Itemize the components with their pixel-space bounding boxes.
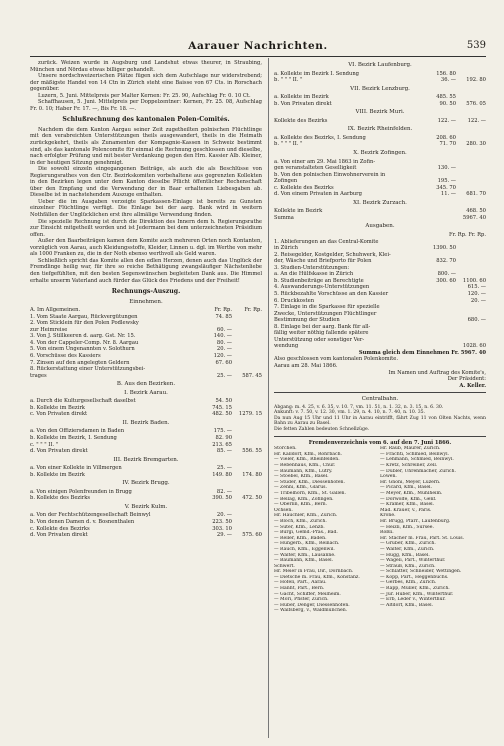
district-heading: VII. Bezirk Lenzburg. <box>350 85 410 92</box>
row-label: a. Kollekte des Bezirks, I. Sendung <box>274 134 366 141</box>
row-amount: 67. 60 <box>215 359 232 366</box>
row-amount: 80. — <box>216 339 232 346</box>
row-amount: 482. 50 <box>212 411 232 418</box>
page-number: 539 <box>466 40 486 51</box>
row-total: 472. 50 <box>242 495 262 502</box>
visitor-entry: — Lehmann, Schmied, Beinwyl. <box>380 457 454 463</box>
visitor-entry: — Studer, Kfm., Diessenhofen. <box>274 479 345 485</box>
row-label: c. Von Privaten direkt <box>30 411 88 418</box>
row-amount: 300. 60 <box>436 277 456 284</box>
row-label: b. Von den polnischen Einwohnerverein in <box>274 171 386 178</box>
row-amount: 156. 80 <box>436 70 456 77</box>
visitor-entry: — Zenni, Kfm., Glarus. <box>274 485 327 491</box>
row-label: 1. Vom Staate Aargau, Rückvergütungen <box>30 313 138 320</box>
district-heading: I. Bezirk Aarau. <box>124 389 168 396</box>
row-total: 1279. 15 <box>238 411 262 418</box>
district-row <box>30 411 262 418</box>
row-amount: 120. — <box>213 352 232 359</box>
visitor-entry: — Walter, Kfm., Zürich. <box>380 546 435 552</box>
visitor-entry: — Rauch, Kfm., Eggenwil. <box>274 546 335 552</box>
row-label: b. Kollekte des Bezirks <box>30 495 91 502</box>
visitor-entry: Schwert. <box>274 563 295 569</box>
row-label: Zwecke, Unterstützungen Flüchtlinger <box>274 310 377 317</box>
row-label: Kollekte des Bezirks <box>274 117 328 124</box>
row-label: 1. Ablieferungen an das Central-Komite <box>274 238 379 245</box>
row-amount: 82. 90 <box>215 434 232 441</box>
timetable-title: Centralbahn. <box>361 396 399 403</box>
left-column <box>30 60 262 539</box>
row-label: gen veranstalteten Geselligkeit <box>274 165 357 172</box>
intro-paragraph: zurück. Weizen wurde in Augsburg und Landshut etwas theurer, in Straubing, München und Nördau etwas billiger gehandelt. <box>30 60 262 73</box>
row-label: 2. Vom Sticklein für den Polen Podlewsky <box>30 320 139 327</box>
row-total: 122. — <box>467 117 486 124</box>
visitor-entry: — Suter, Kfm., Lenzb. <box>274 524 325 530</box>
row-label: 4. Auswanderungs-Unterstützungen <box>274 284 370 291</box>
row-label: 8. Rückerstattung einer Unterstützungsbei- <box>30 366 146 373</box>
row-label: b. Von Privaten direkt <box>274 100 332 107</box>
visitor-entry: — Picard, Kfm., Basel. <box>380 485 432 491</box>
row-label: 6. Druckkosten <box>274 297 315 304</box>
row-total: 587. 45 <box>242 372 262 379</box>
intro-paragraph: Unsere nordschweizerischen Plätze fügen sich dem Aufschlage nur widerstrebend; der mäßigste Handel von 14 Ctn in Zürich steht eine Baisse von 67 Cts. in Rorschach gegenüber. <box>30 73 262 93</box>
row-amount: 1390. 50 <box>432 245 456 252</box>
visitor-entry: — Baumann, Kfm., Basel. <box>274 558 334 564</box>
visitor-entry: — Heizli, Kfm., Sursee. <box>380 524 434 530</box>
row-total: 174. 80 <box>242 471 262 478</box>
row-label: b. " " " II. " <box>274 141 303 148</box>
visitor-entry: — Wägeli, Part., Winterthur. <box>380 558 446 564</box>
closing-note: Also geschlossen vom kantonalen Polenkomite. <box>274 356 398 363</box>
visitor-entry: — Bellag, Kfm., Zofingen. <box>274 496 334 502</box>
newspaper-title: Aarauer Nachrichten. <box>188 40 328 52</box>
row-label: Unterstützung oder sonstiger Ver- <box>274 336 365 343</box>
row-label: 8. Einlage bei der aarg. Bank für all- <box>274 323 371 330</box>
visitor-entry: — Höfeli, Part., Aarau. <box>274 580 327 586</box>
visitor-entry: — Rapp, Müller, Kfm., Zürich. <box>380 586 450 592</box>
sum-label: Summa <box>274 214 294 221</box>
visitor-entry: — Schlatter, Schneider, Wettingen. <box>380 569 462 575</box>
row-label: a. Von der Fechtschützengesellschaft Beinwyl <box>30 512 151 519</box>
row-amount: 54. 50 <box>215 398 232 405</box>
row-total: 680. — <box>467 317 486 324</box>
row-amount: 149. 80 <box>212 471 232 478</box>
district-heading: VI. Bezirk Laufenburg. <box>348 62 412 68</box>
visitor-entry: — Dietsche m. Frau, Kfm., Konstanz. <box>274 574 360 580</box>
closing-date: Aarau am 28. Mai 1866. <box>274 362 338 369</box>
income-sum-row <box>274 215 486 222</box>
expense-row <box>274 343 486 350</box>
visitor-entry: — Baumann, Kfm., Lutry. <box>274 468 333 474</box>
district-row <box>274 141 486 148</box>
row-amount: 74. 85 <box>215 313 232 320</box>
visitor-entry: Hr. Brugg, Pfarr., Laufenburg. <box>380 518 451 524</box>
visitor-entry: — Hungerb., Kfm., Reinach. <box>274 541 340 547</box>
row-amount: 800. — <box>437 271 456 278</box>
signature-line: Der Präsident: <box>447 376 486 383</box>
district-heading: IX. Bezirk Rheinfelden. <box>347 126 413 133</box>
visitor-entry: Rößli. <box>380 530 394 536</box>
row-amount: 223. 50 <box>212 519 232 525</box>
body-paragraph: Ueber die im Ausgaben verzeigte Sparkassen-Einlage ist bereits zu Gunsten einzelner Flüchtlinge verfügt. Die Einlage bei der aarg. Bank wird in weitern Nothfällen der Unglücklichen erst ihre allmälige Verwendung finden. <box>30 198 262 219</box>
row-amount: 390. 50 <box>212 495 232 502</box>
visitor-entry: — Huber, Denger, Diessenhofen. <box>274 602 350 608</box>
income-row <box>30 373 262 380</box>
visitor-entry: — Hanht, Part., Bern. <box>274 586 325 592</box>
visitors-list <box>274 446 486 614</box>
row-amount: 36. — <box>440 77 456 84</box>
row-amount: 20. — <box>216 346 232 353</box>
visitor-entry: — Kramer, Kfm., Basel. <box>380 502 435 508</box>
row-amount: 485. 55 <box>436 94 456 101</box>
district-heading: II. Bezirk Baden. <box>122 419 170 426</box>
row-label: Kollekte im Bezirk <box>274 208 323 215</box>
visitor-entry: — Meyer, Kfm., Mühlheim. <box>380 490 443 496</box>
row-label: trages <box>30 372 47 379</box>
district-heading: III. Bezirk Bremgarten. <box>113 456 179 463</box>
divider <box>274 392 486 393</box>
visitor-entry: — Frachti, Schmied, Beinwyl. <box>380 451 450 457</box>
timetable-line: Da nun Aug 15 Uhr und 11 Uhr in Aarau eintrifft, fährt Zug 11 von Olten Nachts, wenn Bahn zu Aarau zu Basel. <box>274 415 486 427</box>
row-label: 3. Studien-Unterstützungen: <box>274 264 350 271</box>
row-amount: 345. 70 <box>436 184 456 191</box>
timetable-line: Ankunft: v. 7. 50, v. 12. 30, vm. 1. 29, n. 4. 10, n. 7. 40, n. 10. 35. <box>274 410 426 416</box>
row-amount: 208. 60 <box>436 134 456 141</box>
row-total: 615. — <box>467 284 486 291</box>
row-amount: 745. 15 <box>212 404 232 411</box>
row-amount: 195. — <box>437 178 456 185</box>
price-report: Schaffhausen, 5. Juni. Mittelpreis per Doppelzentner: Kernen, Fr. 25. 08, Aufschlag Fr. 0. 10; Haber Fr. 17. —, Bis Fr. 18. —. <box>30 99 262 112</box>
row-total: 468. 50 <box>466 208 486 215</box>
row-label: 5. Von einem Ungenannten v. Solothurn <box>30 346 135 353</box>
body-paragraph: Schließlich spricht das Komite allen den edlen Herzen, denen auch das Unglück der Fremdlinge heilig war, für ihre so reiche Bethätigung zwangsläufiger Nächstenliebe den tiefgefühlten, mit den besten Segenswünschen begleiteten Dank aus. Die Himmel erhalte unserm Vaterland auch fürder das Glück des Friedens und der Freiheit! <box>30 257 262 284</box>
right-column <box>274 60 486 614</box>
visitor-entry: — Reller, Kfm., Baden. <box>274 535 327 541</box>
district-row <box>30 472 262 479</box>
district-row <box>274 191 486 198</box>
row-amount: 11. — <box>440 191 456 198</box>
body-paragraph: Die spezielle Rechnung ist durch die Direktion des Innern dem h. Regierungsrathe zur Einsicht mitgetheilt worden und ist Jedermann bei dem unterzeichneten Präsidium offen. <box>30 218 262 238</box>
district-row <box>274 118 486 125</box>
visitor-entry: Hr. Gnoni, Meyer, Luzern. <box>380 479 441 485</box>
row-label: 7. Einlage in die Sparkasse für spezielle <box>274 304 380 311</box>
row-label: b. Kollekte im Bezirk <box>30 404 85 411</box>
row-total: 681. 70 <box>466 191 486 198</box>
visitor-entry: — Mori, Pfister, Zürich. <box>274 597 329 603</box>
row-label: a. Kollekte im Bezirk <box>274 94 329 101</box>
district-heading: VIII. Bezirk Muri. <box>355 109 405 116</box>
row-label: b. Kollekte im Bezirk <box>30 471 85 478</box>
visitor-entry: — Gerbes, Kfm., Zürich. <box>380 580 437 586</box>
income-title: Einnehmen. <box>129 298 163 305</box>
row-total: 575. 60 <box>242 532 262 539</box>
body-paragraph: Die sowohl einzeln eingegangenen Beiträge, als auch die als Beschlüsse von Regierungsrathes von den Ctr. Bezirkskomiten vorbehaltene aus gegrenzten Kollekten in den Bezirken legen unter dem Kanton dieselbe Pflicht öffentlicher Rechenschaft über den Empfang und die Verwendung der in Baar erhaltenen Liebesgaben ab. Dieselbe ist in nachstehendem Auszuge enthalten. <box>30 166 262 199</box>
visitor-entry: — Tribelhorn, Kfm., St. Gallen. <box>274 490 346 496</box>
expense-col-heads: Fr. Rp. Fr. Rp. <box>448 232 486 239</box>
visitor-entry: — Bloch, Kfm., Zürich. <box>274 518 327 524</box>
district-row <box>30 532 262 539</box>
account-title: Rechnungs-Auszug. <box>111 288 181 296</box>
row-label: a. An die Hülfskasse in Zürich <box>274 271 354 278</box>
row-label: a. Durch die Kulturgesellschaft daselbst <box>30 398 136 405</box>
row-label: d. Von einem Privaten in Aarburg <box>274 191 362 198</box>
row-amount: 130. — <box>437 165 456 172</box>
row-label: c. Kollekte des Bezirks <box>274 184 334 191</box>
row-amount: 20. — <box>216 512 232 519</box>
signature-line: Im Namen und Auftrag des Komite's, <box>388 369 486 376</box>
row-label: c. " " " II. " <box>30 441 59 448</box>
row-label: Zofingen <box>274 178 298 185</box>
row-label: 6. Vorschüsse des Kassiers <box>30 352 101 359</box>
district-row <box>274 101 486 108</box>
row-amount: 29. — <box>216 532 232 539</box>
district-heading: IV. Bezirk Brugg. <box>122 480 170 487</box>
row-label: 7. Zinsen auf den angelegten Geldern <box>30 359 130 366</box>
row-total: 556. 55 <box>242 448 262 455</box>
col-head: Fr. Rp. <box>214 307 232 314</box>
visitor-entry: Hr. Hauchler, Kfm., Zürich. <box>274 513 338 519</box>
general-title: A. Im Allgemeinen. <box>30 307 81 314</box>
district-heading: X. Bezirk Zofingen. <box>353 150 407 157</box>
row-label: fällig weiter nöthig fallende spätere <box>274 330 369 337</box>
body-paragraph: Außer den Baarbeiträgen kamen dem Komite auch mehreren Orten noch Kontanten, vorzüglich von Aarau, auch Kleidungsstoffe, Kleider, Linnen u. dgl. im Werthe von mehr als 1000 Franken zu, die in der Noth ebenso werthvoll als Geld waren. <box>30 238 262 258</box>
row-label: a. Von einer am 29. Mai 1863 in Zofin- <box>274 158 376 165</box>
visitor-entry: — Strauß, Kfm., Zürich. <box>380 563 436 569</box>
row-label: d. Von Privaten direkt <box>30 532 88 539</box>
visitor-entry: Mad. Kräuer, v., Paris. <box>380 507 432 513</box>
row-total: 192. 80 <box>466 77 486 84</box>
row-total: 576. 05 <box>466 100 486 107</box>
row-amount: 303. 10 <box>212 525 232 532</box>
row-amount: 122. — <box>437 117 456 124</box>
row-amount: 832. 70 <box>436 258 456 265</box>
row-amount: 90. 50 <box>439 100 456 107</box>
row-label: b. Studienbeiträge an Berechtigte <box>274 277 364 284</box>
price-report: Luzern, 5. Juni. Mittelpreis per Malter Kernen: Fr. 25. 90, Aufschlag Fr. 0. 10 Ct. <box>38 92 251 99</box>
visitor-entry: Ochsen. <box>274 507 293 513</box>
visitor-entry: Löwen. <box>380 474 397 480</box>
visitors-title: Fremdenverzeichnis vom 6. auf den 7. Juni 1866. <box>308 439 452 446</box>
district-row <box>274 77 486 84</box>
visitor-entry: — Altdorf, Kfm., Basel. <box>380 602 434 608</box>
row-label: in Zürich <box>274 245 298 252</box>
visitor-entry: Hr. Raub, Maurer, Zürich. <box>380 446 441 452</box>
sum-value: 5967. 40 <box>462 214 486 221</box>
row-amount: 175. — <box>213 428 232 435</box>
row-amount: 213. 65 <box>212 441 232 448</box>
visitor-entry: Hr. Stächer m. Frau, Part. St. Louis. <box>380 535 465 541</box>
row-label: der, Wäsche und Briefporto für Polen <box>274 258 372 265</box>
timetable-line: Die fetten Zahlen bedeuten Schnellzüge. <box>274 427 370 433</box>
visitor-entry: — Kretz, Schreiner, Zell. <box>380 463 438 468</box>
signature-line: A. Keller. <box>459 382 486 389</box>
visitor-entry: — Rebenhaus, Kfm., Chur. <box>274 463 336 468</box>
row-amount: 25. — <box>216 372 232 379</box>
row-label: 3. Von J. Stillkeeren d. aarg. Gst. Nr. 15. <box>30 333 136 340</box>
expense-sum: Summa gleich dem Einnehmen Fr. 5967. 40 <box>358 349 486 356</box>
visitor-entry: — Bürgi, Gemd.-Präs., Bad. <box>274 530 338 536</box>
row-label: a. Von einigen Polenfreunden in Brugg <box>30 488 132 495</box>
visitor-entry: Krone. <box>380 513 396 519</box>
row-label: a. Von den Offiziersdamen in Baden <box>30 428 125 435</box>
row-label: a. Von einer Kollekte in Villmergen <box>30 465 122 472</box>
timetable-line: Abgang: m. 4. 25, v. 6. 35, v. 10. 7, vm. 11. 51, n. 1. 32, n. 3. 15, n. 6. 30. <box>274 404 444 410</box>
visitor-entry: Storchen. <box>274 446 297 452</box>
header-rule <box>30 56 486 57</box>
row-label: 2. Reisegelder, Kostgelder, Schuhwerk, Klei- <box>274 251 391 258</box>
row-label: wendung <box>274 343 299 350</box>
page-header <box>30 40 486 54</box>
row-label: 4. Von der Cappeler-Comp. Nr. 8. Aargau <box>30 339 139 346</box>
district-row <box>30 495 262 502</box>
visitor-entry: Hr. Kalldorf, Kfm., Rohrbach. <box>274 451 343 457</box>
visitor-entry: — Jur. Huber, Kfm., Winterthur. <box>380 591 454 597</box>
row-total: 1100. 60 <box>462 277 486 284</box>
row-amount: 71. 70 <box>439 141 456 148</box>
body-paragraph: Nachdem die dem Kanton Aargau seiner Zeit zugetheilten polnischen Flüchtlinge mit den verabreichten Unterstützungen theils ausgewandert, theils in die Heimath zurückgekehrt, theils als Zunamenten der Kompagnie-Kassen in Schweiz bestimmt sind, als das kantonale Polencomite für einmal die Rechnung geschlossen und dieselbe, nach erfolgter Prüfung und mit bester Verdankung gegen den Hrn. Kassier Alb. Kleiner, in der heutigen Sitzung genehmigt. <box>30 126 262 166</box>
row-total: 280. 30 <box>466 141 486 148</box>
row-label: zur Heimreise <box>30 326 68 333</box>
district-heading: XI. Bezirk Zurzach. <box>353 199 407 206</box>
row-label: b. Kollekte im Bezirk, I. Sendung <box>30 434 117 441</box>
visitor-entry: — Gächt, Schiffer, Meilheim. <box>274 591 341 597</box>
visitors-left <box>274 446 380 614</box>
row-total: 20. — <box>470 297 486 304</box>
row-label: Bestimmung der Studien <box>274 317 340 324</box>
visitor-entry: — Hugg, Kfm., Basel. <box>380 552 430 558</box>
divider <box>274 436 486 437</box>
row-label: b. " " " II. " <box>274 77 303 84</box>
row-amount: 82. — <box>216 488 232 495</box>
visitor-entry: — Stoebel, Kfm., Basel. <box>274 474 329 480</box>
col-head: Fr. Rp. <box>244 307 262 314</box>
row-amount <box>428 343 456 350</box>
row-amount: 25. — <box>216 465 232 472</box>
row-amount: 60. — <box>216 326 232 333</box>
visitor-entry: — Kopp, Part., Heggenbuchs. <box>380 574 449 580</box>
visitor-entry: — Oberlin, Kfm., Bern. <box>274 502 328 508</box>
column-divider <box>268 58 269 738</box>
visitor-entry: — Vieler, Kfm., Rheinfelden. <box>274 457 340 463</box>
row-total: 120. — <box>467 290 486 297</box>
row-label: c. Kollekte des Bezirks <box>30 525 90 532</box>
row-label: d. Von Privaten direkt <box>30 448 88 455</box>
visitor-entry: — Walter, Kfm., Lausanne. <box>274 552 336 558</box>
section-title: Schlußrechnung des kantonalen Polen-Comités. <box>62 116 230 124</box>
row-label: 5. Rückbezahlte Vorschüsse an den Kassier <box>274 290 389 297</box>
visitor-entry: — Walfsberg, v., Waldmünchen. <box>274 608 348 614</box>
visitor-entry: — Dubler, Uhrenmacher, Zürich. <box>380 468 456 474</box>
row-amount: 85. — <box>216 448 232 455</box>
district-title: B. Aus den Bezirken. <box>116 381 176 388</box>
district-row <box>30 448 262 455</box>
district-heading: V. Bezirk Kulm. <box>124 503 168 510</box>
visitors-right <box>380 446 486 614</box>
expense-title: Ausgaben. <box>365 223 395 230</box>
row-label: b. Von denen Damen d. v. Bosnenthalen <box>30 519 135 525</box>
visitor-entry: — Dorwolfe, Kfm., Genf. <box>380 496 437 502</box>
row-amount: 140. — <box>213 333 232 340</box>
row-label: a. Kollekte im Bezirk I. Sendung <box>274 70 359 77</box>
row-total: 1028. 60 <box>462 343 486 350</box>
visitor-entry: — Gruber, Kfm., Zürich. <box>380 541 436 547</box>
visitor-entry: Hr. Meier in Frau, Dir., Dornbach. <box>274 569 354 575</box>
visitor-entry: — Erb, Leder v., Winterthur. <box>380 597 446 603</box>
